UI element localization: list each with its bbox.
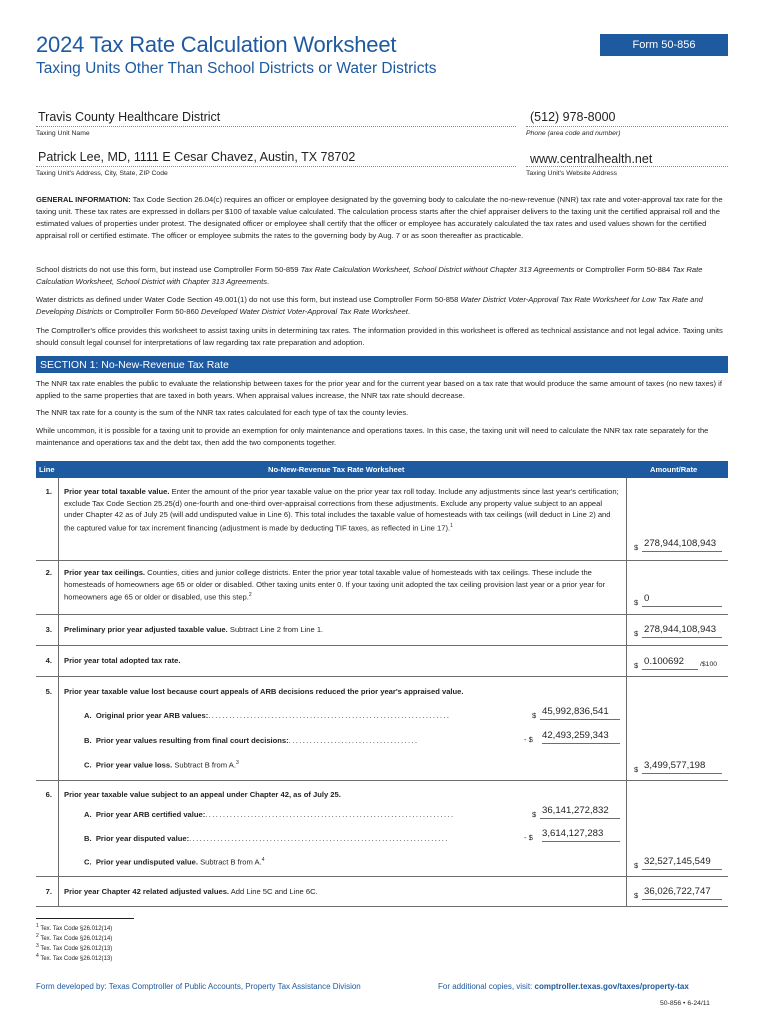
- line-5b-minus-prefix: - $: [524, 735, 533, 744]
- school-districts-paragraph: [36, 264, 732, 288]
- footer-form-id: 50-856 • 6-24/11: [660, 1000, 710, 1007]
- line-2-text: Counties, cities and junior college districts. Enter the prior year total taxable value of homesteads with tax ceilings. These include the homesteads of homeowners age 65 or older or disabled. Other taxing units enter 0. If your taxing unit adopted the tax ceiling provision last year or a prior year for homeowners age 65 or older or disabled, use this step.: [64, 568, 606, 602]
- line-6a-amount-field[interactable]: [532, 805, 620, 819]
- line-6c-title: Prior year undisputed value.: [95, 857, 198, 867]
- line-1-text: Enter the amount of the prior year taxable value on the prior year tax roll today. Include any adjustments since last year's certification; exclude Tax Code Section 25.25(d) one-fourth and one-third over-appraisal corrections from these adjustments. Exclude any property value subject to an appeal under Chapter 42 as of July 25 (will add undisputed value in Line 6). This total includes the taxable value of homesteads with tax ceilings (will deduct in Line 2) and the captured value for tax increment financing (adjustment is made by deducting TIF taxes, as reflected in Line 17).: [64, 487, 619, 533]
- line-6c-amount-field[interactable]: [634, 856, 722, 870]
- line-5a-amount-field[interactable]: [532, 706, 620, 720]
- line-6c-text: Subtract B from A.: [197, 857, 262, 867]
- amount-underline: [642, 899, 722, 900]
- footnote-2: [36, 933, 112, 942]
- dollar-sign: $: [634, 765, 639, 774]
- footnote-1-text: Tex. Tax Code §26.012(14): [40, 926, 113, 932]
- line-5c-footnote-ref: 3: [235, 760, 239, 766]
- line-6c-amount-value: 32,527,145,549: [644, 856, 711, 867]
- line-6a-amount-value: 36,141,272,832: [542, 805, 609, 816]
- general-information-label: GENERAL INFORMATION:: [36, 195, 131, 204]
- column-line-header: Line: [39, 465, 55, 474]
- line-6-number: 6.: [45, 790, 52, 799]
- school-text-e: .: [267, 277, 270, 286]
- footer-copies-label: For additional copies, visit:: [438, 982, 535, 991]
- amount-underline: [540, 719, 620, 720]
- dollar-sign: $: [634, 629, 639, 638]
- water-text-e: .: [407, 307, 410, 316]
- amount-underline: [642, 669, 698, 670]
- section-1-paragraph-1: The NNR tax rate enables the public to evaluate the relationship between taxes for the prior year and for the current year based on a tax rate that would produce the same amount of taxes (no new taxes) if applied to the same properties that are taxed in both years. When appraisal values increase, the NNR tax rate should decrease.: [36, 379, 722, 400]
- line-5b-text: Prior year values resulting from final court decisions:: [95, 736, 289, 745]
- line-6c-label: C.: [84, 857, 92, 867]
- taxing-unit-name-label: Taxing Unit Name: [36, 130, 90, 137]
- line-1-amount-value: 278,944,108,943: [644, 538, 717, 549]
- amount-underline: [542, 743, 620, 744]
- website-line: [526, 166, 728, 167]
- water-form-58-title: Water District Voter-Approval Tax Rate Worksheet for Low Tax Rate and Developing Districts: [36, 295, 703, 316]
- line-5a-text: Original prior year ARB values:: [95, 711, 209, 720]
- line-2-title: Prior year tax ceilings.: [64, 568, 146, 577]
- section-1-paragraph-2: The NNR tax rate for a county is the sum of the NNR tax rates calculated for each type of tax the county levies.: [36, 408, 409, 417]
- line-6b-amount-field[interactable]: [534, 828, 620, 842]
- line-3-amount-field[interactable]: [634, 624, 722, 638]
- footnote-4: [36, 953, 112, 962]
- dollar-sign: $: [634, 661, 639, 670]
- row-separator: [36, 876, 728, 877]
- line-5c-amount-field[interactable]: [634, 760, 722, 774]
- line-5c-amount-value: 3,499,577,198: [644, 760, 706, 771]
- table-divider-amount-col: [626, 478, 627, 906]
- footnote-2-number: 2: [36, 933, 39, 939]
- line-1-title: Prior year total taxable value.: [64, 487, 170, 496]
- line-3-amount-value: 278,944,108,943: [644, 624, 717, 635]
- row-separator: [36, 614, 728, 615]
- line-7-number: 7.: [45, 887, 52, 896]
- line-2-amount-value: 0: [644, 593, 650, 604]
- line-3-description: [64, 624, 620, 636]
- line-1-description: [64, 486, 620, 534]
- line-1-footnote-ref: 1: [450, 522, 453, 529]
- amount-underline: [542, 841, 620, 842]
- line-6b-label: B.: [84, 834, 92, 843]
- water-form-60-title: Developed Water District Voter-Approval Tax Rate Worksheet: [201, 307, 408, 316]
- amount-underline: [642, 637, 722, 638]
- row-separator: [36, 645, 728, 646]
- line-5-title: Prior year taxable value lost because court appeals of ARB decisions reduced the prior year's appraised value.: [64, 687, 464, 696]
- line-4-amount-field[interactable]: [634, 656, 698, 670]
- line-3-number: 3.: [45, 625, 52, 634]
- table-divider-line-col: [58, 478, 59, 906]
- line-7-amount-value: 36,026,722,747: [644, 886, 711, 897]
- dollar-sign: $: [634, 891, 639, 900]
- line-5b-label: B.: [84, 736, 92, 745]
- footnote-3-number: 3: [36, 943, 39, 949]
- line-6-description: [64, 789, 620, 801]
- school-form-84-title: Tax Rate Calculation Worksheet, School District with Chapter 313 Agreements: [36, 265, 703, 286]
- website-value[interactable]: www.centralhealth.net: [530, 152, 653, 166]
- general-information-text: Tax Code Section 26.04(c) requires an officer or employee designated by the governing body to calculate the no-new-revenue (NNR) tax rate and voter-approval tax rate for the taxing unit. These tax rates are expressed in dollars per $100 of taxable value calculated. The calculation process starts after the chief appraiser delivers to the taxing unit the certified appraisal roll and the estimated values of properties under protest. The designated officer or employee shall certify that the officer or employee has accurately calculated the tax rates and used values shown for the certified appraisal roll or certified estimate. The officer or employee submits the rates to the governing body by Aug. 7 or as soon thereafter as practicable.: [36, 195, 723, 240]
- phone-label: Phone (area code and number): [526, 130, 621, 137]
- line-5c-row: [84, 760, 239, 770]
- water-text-a: Water districts as defined under Water Code Section 49.001(1) do not use this form, but instead use Comptroller Form 50-858: [36, 295, 461, 304]
- line-5a-row: [84, 711, 450, 720]
- school-text-c: or Comptroller Form 50-884: [574, 265, 673, 274]
- amount-underline: [642, 773, 722, 774]
- general-information-paragraph: [36, 194, 732, 242]
- line-6b-minus-prefix: - $: [524, 833, 533, 842]
- line-6b-amount-value: 3,614,127,283: [542, 828, 604, 839]
- line-7-text: Add Line 5C and Line 6C.: [229, 887, 318, 896]
- line-6c-footnote-ref: 4: [261, 857, 265, 863]
- line-6-title: Prior year taxable value subject to an appeal under Chapter 42, as of July 25.: [64, 790, 341, 799]
- line-7-description: [64, 886, 620, 898]
- website-label: Taxing Unit's Website Address: [526, 170, 618, 177]
- form-number-badge: Form 50-856: [600, 34, 728, 56]
- row-separator: [36, 676, 728, 677]
- line-5a-label: A.: [84, 711, 92, 720]
- footnote-2-text: Tex. Tax Code §26.012(14): [40, 936, 113, 942]
- line-5a-amount-value: 45,992,836,541: [542, 706, 609, 717]
- amount-underline: [642, 869, 722, 870]
- line-5c-text: Subtract B from A.: [172, 760, 236, 770]
- taxing-unit-address-line: [36, 166, 516, 167]
- line-6a-label: A.: [84, 810, 92, 819]
- line-6b-row: [84, 834, 449, 843]
- footnote-4-number: 4: [36, 953, 39, 959]
- column-amount-header: Amount/Rate: [650, 465, 698, 474]
- column-worksheet-header: No-New-Revenue Tax Rate Worksheet: [268, 465, 405, 474]
- amount-underline: [642, 606, 722, 607]
- line-3-title: Preliminary prior year adjusted taxable value.: [64, 625, 228, 634]
- dollar-sign: $: [634, 861, 639, 870]
- line-1-number: 1.: [45, 487, 52, 496]
- comptroller-paragraph: The Comptroller's office provides this worksheet to assist taxing units in determining tax rates. The information provided in this worksheet is offered as technical assistance and not legal advice. Taxing units should consult legal counsel for interpretations of law regarding tax rate preparation and adoption.: [36, 326, 723, 347]
- page-subtitle: Taxing Units Other Than School Districts or Water Districts: [36, 60, 437, 77]
- water-districts-paragraph: [36, 294, 732, 318]
- taxing-unit-address-value[interactable]: Patrick Lee, MD, 1111 E Cesar Chavez, Austin, TX 78702: [38, 150, 356, 164]
- footer-copies: [438, 982, 689, 991]
- line-2-footnote-ref: 2: [248, 592, 252, 598]
- footnote-1: [36, 923, 112, 932]
- line-7-title: Prior year Chapter 42 related adjusted values.: [64, 887, 230, 896]
- dollar-sign: $: [634, 543, 639, 552]
- amount-underline: [642, 551, 722, 552]
- footnote-3-text: Tex. Tax Code §26.012(13): [40, 946, 113, 952]
- leader-dots: .....................................: [288, 736, 419, 745]
- taxing-unit-name-value[interactable]: Travis County Healthcare District: [38, 110, 221, 124]
- line-2-amount-field[interactable]: [634, 593, 722, 607]
- footer-copies-link[interactable]: comptroller.texas.gov/taxes/property-tax: [534, 982, 689, 991]
- footnote-rule: [36, 918, 134, 919]
- line-4-number: 4.: [45, 656, 52, 665]
- section-1-paragraph-3: While uncommon, it is possible for a taxing unit to provide an exemption for only maintenance and operations taxes. In this case, the taxing unit will need to calculate the NNR tax rate separately for the maintenance and operations tax and the debt tax, then add the two components together.: [36, 426, 709, 447]
- leader-dots: .......................................................................: [205, 810, 455, 819]
- footnote-4-text: Tex. Tax Code §26.012(13): [40, 956, 113, 962]
- line-5-number: 5.: [45, 687, 52, 696]
- worksheet-table-header: [36, 461, 728, 478]
- dollar-sign: $: [532, 810, 537, 819]
- taxing-unit-name-line: [36, 126, 516, 127]
- line-6c-row: [84, 857, 264, 867]
- school-text-a: School districts do not use this form, but instead use Comptroller Form 50-859: [36, 265, 301, 274]
- water-text-c: or Comptroller Form 50-860: [103, 307, 202, 316]
- school-form-59-title: Tax Rate Calculation Worksheet, School District without Chapter 313 Agreements: [300, 265, 575, 274]
- page-title: 2024 Tax Rate Calculation Worksheet: [36, 32, 397, 57]
- line-3-text: Subtract Line 2 from Line 1.: [227, 625, 324, 634]
- taxing-unit-address-label: Taxing Unit's Address, City, State, ZIP Code: [36, 170, 168, 177]
- section-1-header: SECTION 1: No-New-Revenue Tax Rate: [36, 356, 728, 373]
- leader-dots: .....................................................................: [208, 711, 451, 720]
- line-4-title: Prior year total adopted tax rate.: [64, 656, 181, 665]
- line-6b-text: Prior year disputed value:: [95, 834, 190, 843]
- leader-dots: ..........................................................................: [189, 834, 449, 843]
- line-5c-title: Prior year value loss.: [95, 760, 173, 770]
- line-5c-label: C.: [84, 760, 92, 770]
- line-5b-row: [84, 736, 419, 745]
- line-5b-amount-field[interactable]: [534, 730, 620, 744]
- line-4-description: [64, 655, 620, 667]
- phone-value[interactable]: (512) 978-8000: [530, 110, 616, 124]
- line-6a-row: [84, 810, 454, 819]
- phone-line: [526, 126, 728, 127]
- footnote-3: [36, 943, 112, 952]
- amount-underline: [540, 818, 620, 819]
- footnote-1-number: 1: [36, 923, 39, 929]
- line-6a-text: Prior year ARB certified value:: [95, 810, 206, 819]
- line-5b-amount-value: 42,493,259,343: [542, 730, 609, 741]
- row-separator: [36, 560, 728, 561]
- line-4-rate-unit: /$100: [700, 661, 718, 668]
- line-4-amount-value: 0.100692: [644, 656, 685, 667]
- row-separator: [36, 906, 728, 907]
- line-7-amount-field[interactable]: [634, 886, 722, 900]
- dollar-sign: $: [532, 711, 537, 720]
- line-1-amount-field[interactable]: [634, 538, 722, 552]
- footer-developed-by: Form developed by: Texas Comptroller of Public Accounts, Property Tax Assistance Division: [36, 982, 361, 991]
- line-2-number: 2.: [45, 568, 52, 577]
- row-separator: [36, 780, 728, 781]
- line-5-description: [64, 686, 620, 698]
- dollar-sign: $: [634, 598, 639, 607]
- line-2-description: [64, 567, 620, 603]
